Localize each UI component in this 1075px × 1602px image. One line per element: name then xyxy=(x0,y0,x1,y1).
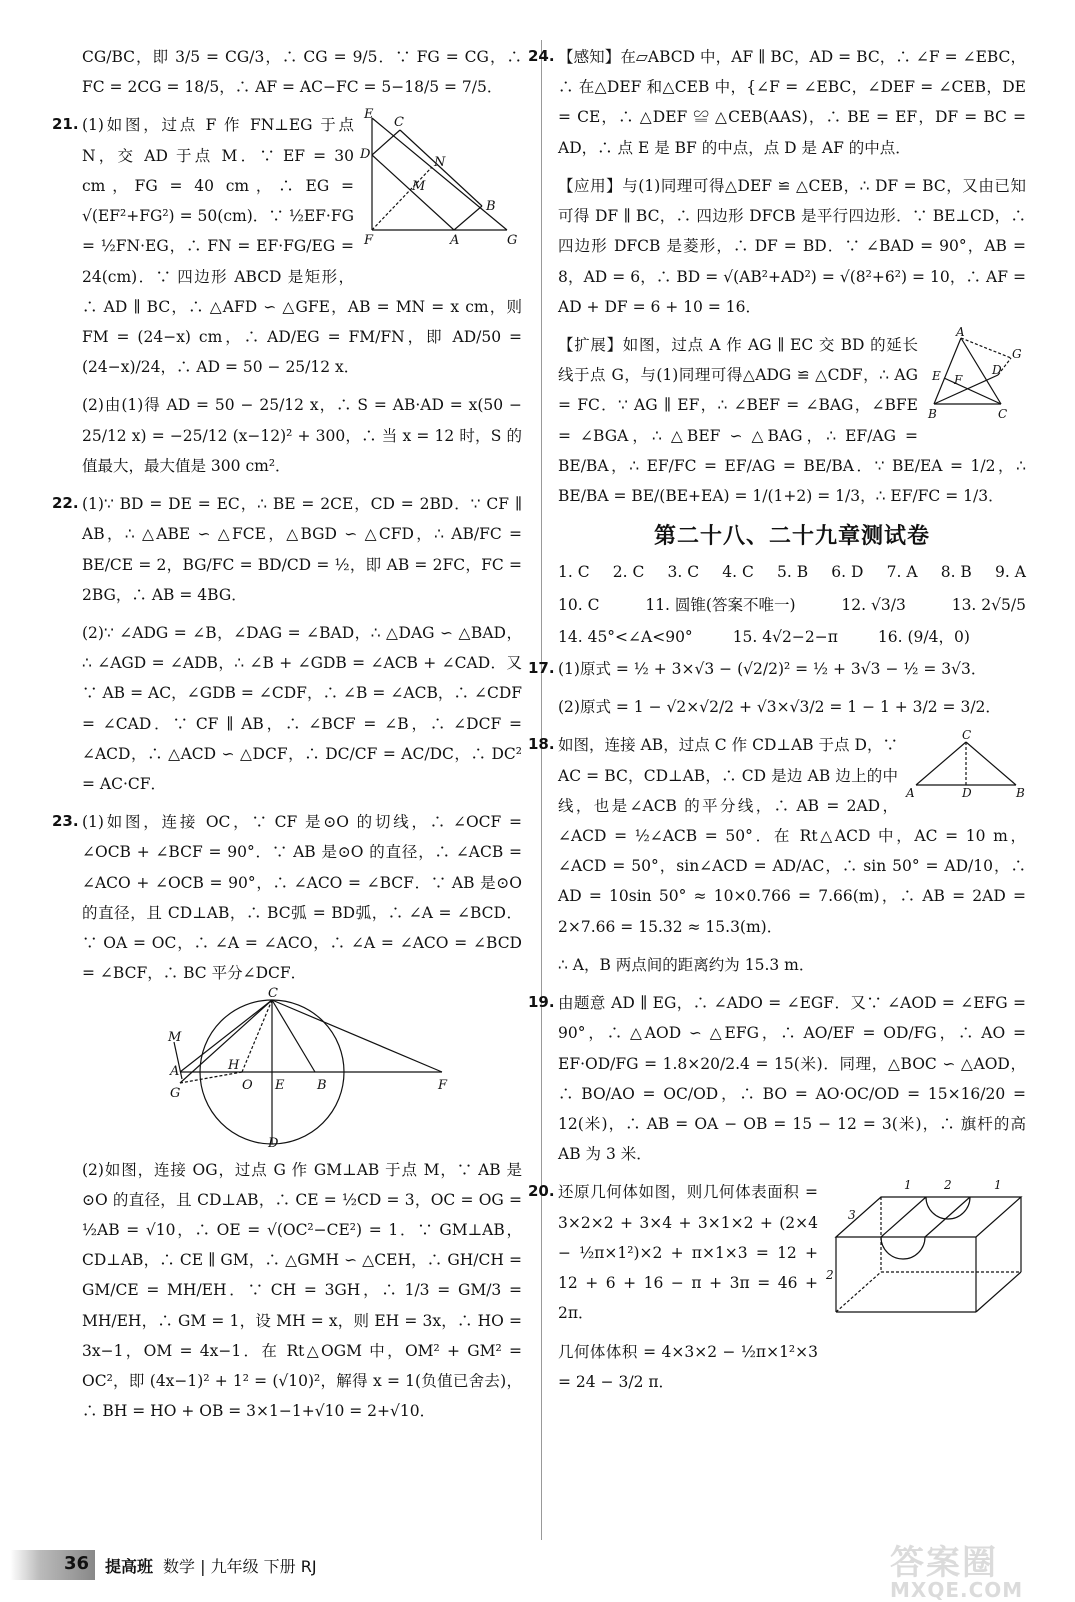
svg-text:B: B xyxy=(317,1077,327,1093)
q17-part2: (2)原式 = 1 − √2×√2/2 + √3×√3/2 = 1 − 1 + 3/2 = 3/2． xyxy=(558,698,1001,717)
q23-part1: (1)如图，连接 OC，∵ CF 是⊙O 的切线，∴ ∠OCF = ∠OCB + ∠BCF = 90°．∵ AB 是⊙O 的直径，∴ ∠ACB = ∠ACO + ∠OCB = 90°，∴ ∠ACO = ∠BCF．∵ AB 是⊙O 的直径，且 CD⊥AB，∴ BC弧 = BD弧，∴ ∠A = ∠BCD．∵ OA = OC，∴ ∠A = ∠ACO，∴ ∠A = ∠ACO = ∠BCD = ∠BCF，∴ BC 平分∠DCF． xyxy=(82,813,522,983)
figure-21 xyxy=(360,107,522,260)
figure-24-labels xyxy=(927,325,1022,421)
q20-continuation: CG/BC，即 3/5 = CG/3，∴ CG = 9/5．∵ FG = CG，∴ FC = 2CG = 18/5，∴ AF = AC−FC = 5−18/5 = 7/5． xyxy=(82,48,522,97)
section-title: 第二十八、二十九章测试卷 xyxy=(653,524,930,550)
question-number: 24. xyxy=(528,47,555,65)
svg-text:A: A xyxy=(450,233,460,249)
answer-7: 7. A xyxy=(886,563,918,582)
watermark xyxy=(890,1535,1060,1602)
question-23 xyxy=(52,807,522,988)
page-number-badge xyxy=(10,1550,95,1580)
fill-answers-1 xyxy=(558,589,1026,622)
question-18 xyxy=(528,728,1026,942)
svg-text:G: G xyxy=(170,1085,181,1101)
question-17 xyxy=(528,654,1026,684)
answer-6: 6. D xyxy=(831,563,864,582)
answer-12: 12. √3/3 xyxy=(841,595,906,614)
multiple-choice-answers xyxy=(558,556,1026,589)
svg-text:B: B xyxy=(1016,786,1025,801)
svg-text:M: M xyxy=(168,1029,182,1045)
q24-part2: 【应用】与(1)同理可得△DEF ≌ △CEB，∴ DF = BC，又由已知可得 DF ∥ BC，∴ 四边形 DFCB 是平行四边形．∵ BE⊥CD，∴ 四边形 DFCB 是菱形，∴ DF = BD．∵ ∠BAD = 90°，AB = 8，AD = 6，∴ BD = √(AB²+AD²) = √(8²+6²) = 10，∴ AF = AD + DF = 6 + 10 = 16． xyxy=(558,176,1026,316)
svg-text:2: 2 xyxy=(826,1268,834,1283)
right-column xyxy=(528,42,1026,1540)
q18-part1: 如图，连接 AB，过点 C 作 CD⊥AB 于点 D，∵ AC = BC，CD⊥AB，∴ CD 是边 AB 边上的中线，也是∠ACB 的平分线，∴ AB = 2AD，∠ACD = ½∠ACB = 50°．在 Rt△ACD 中，AC = 10 m，∠ACD = 50°，sin∠ACD = AD/AC，∴ sin 50° = AD/10，∴ AD = 10sin 50° ≈ 10×0.766 = 7.66(m)，∴ AB = 2AD = 2×7.66 = 15.32 ≈ 15.3(m)． xyxy=(558,736,1026,936)
figure-18 xyxy=(906,730,1026,810)
question-24 xyxy=(528,42,1026,163)
series-name: 提高班 xyxy=(105,1557,154,1576)
svg-text:F: F xyxy=(438,1077,448,1093)
q19-part1: 由题意 AD ∥ EG，∴ ∠ADO = ∠EGF．又∵ ∠AOD = ∠EFG = 90°，∴ △AOD ∽ △EFG，∴ AO/EF = OD/FG，∴ AO = EF·OD/FG = 1.8×20/2.4 = 15(米)．同理，△BOC ∽ △AOD，∴ BO/AO = OC/OD，∴ BO = AO·OC/OD = 15×16/20 = 12(米)，∴ AB = OA − OB = 15 − 12 = 3(米)，∴ 旗杆的高 AB 为 3 米． xyxy=(558,994,1026,1164)
svg-text:G: G xyxy=(1012,346,1022,361)
answer-11: 11. 圆锥(答案不唯一) xyxy=(645,595,796,614)
figure-18-labels xyxy=(905,728,1025,800)
svg-text:1: 1 xyxy=(904,1178,912,1193)
page-footer xyxy=(0,1550,500,1580)
answer-13: 13. 2√5/5 xyxy=(951,595,1026,614)
answer-10: 10. C xyxy=(558,595,600,614)
svg-text:N: N xyxy=(434,155,446,171)
question-number: 23. xyxy=(52,812,79,831)
svg-text:D: D xyxy=(962,786,972,801)
answer-3: 3. C xyxy=(667,563,700,582)
figure-20 xyxy=(826,1177,1026,1337)
question-number: 19. xyxy=(528,993,555,1012)
figure-23 xyxy=(82,985,522,1151)
svg-text:3: 3 xyxy=(848,1208,856,1223)
answer-15: 15. 4√2−2−π xyxy=(732,628,838,647)
svg-text:2: 2 xyxy=(944,1178,952,1193)
q20-part1: 还原几何体如图，则几何体表面积 = 3×2×2 + 3×4 + 3×1×2 + (2×4 − ½π×1²)×2 + π×1×3 = 12 + 12 + 6 + 16 − π + 3π = 46 + 2π． xyxy=(558,1183,818,1323)
svg-text:B: B xyxy=(928,406,937,421)
watermark-line2: MXQE.COM xyxy=(890,1578,1024,1602)
question-number: 21. xyxy=(52,115,79,134)
svg-text:C: C xyxy=(268,985,278,1001)
svg-text:G: G xyxy=(507,233,518,249)
svg-text:D: D xyxy=(992,362,1002,377)
svg-text:F: F xyxy=(954,372,963,387)
question-20 xyxy=(528,1177,1026,1328)
fill-answers-2 xyxy=(558,621,1026,654)
q24-part3-text: 【扩展】如图，过点 A 作 AG ∥ EC 交 BD 的延长线于点 G，与(1)同理可得△ADG ≌ △CDF，∴ AG = FC．∵ AG ∥ EF，∴ ∠BEF = ∠BAG，∠BFE = ∠BGA，∴ △BEF ∽ △BAG，∴ EF/AG = BE/BA，∴ EF/FC = EF/AG = BE/BA．∵ BE/EA = 1/2，∴ BE/BA = BE/(BE+EA) = 1/(1+2) = 1/3，∴ EF/FC = 1/3． xyxy=(558,335,1026,506)
question-number: 17. xyxy=(528,658,555,677)
answer-2: 2. C xyxy=(612,563,645,582)
q24-part1: 【感知】在▱ABCD 中，AF ∥ BC，AD = BC，∴ ∠F = ∠EBC，∴ 在△DEF 和△CEB 中，{∠F = ∠EBC，∠DEF = ∠CEB，DE = CE，∴ △DEF ≌ △CEB(AAS)，∴ BE = EF，DF = BC = AD，∴ 点 E 是 BF 的中点，点 D 是 AF 的中点． xyxy=(558,48,1026,157)
answer-4: 4. C xyxy=(722,563,754,582)
page-number: 36 xyxy=(63,1553,89,1574)
q24-part3 xyxy=(558,324,1026,511)
answer-1: 1. C xyxy=(558,563,590,582)
svg-text:O: O xyxy=(242,1077,253,1093)
question-number: 18. xyxy=(528,735,555,754)
svg-text:C: C xyxy=(394,115,404,131)
svg-text:A: A xyxy=(906,786,915,801)
figure-21-labels xyxy=(359,107,517,248)
book-info: 数学 | 九年级 下册 RJ xyxy=(163,1557,317,1576)
svg-text:C: C xyxy=(998,406,1008,421)
q21-part2: (2)由(1)得 AD = 50 − 25/12 x，∴ S = AB·AD = x(50 − 25/12 x) = −25/12 (x−12)² + 300，∴ 当 x = 12 时，S 的值最大，最大值是 300 cm²． xyxy=(82,396,522,475)
svg-text:E: E xyxy=(275,1077,285,1093)
answer-9: 9. A xyxy=(994,563,1026,582)
answer-5: 5. B xyxy=(777,563,809,582)
watermark-line1: 答案圈 xyxy=(890,1543,998,1583)
svg-text:E: E xyxy=(932,368,941,383)
answer-14: 14. 45°<∠A<90° xyxy=(558,628,693,647)
svg-text:F: F xyxy=(364,233,374,249)
svg-text:A: A xyxy=(956,324,965,339)
left-column xyxy=(52,42,522,1540)
question-21 xyxy=(52,107,522,382)
svg-text:H: H xyxy=(228,1057,240,1073)
q18-part2: ∴ A，B 两点间的距离约为 15.3 m． xyxy=(558,955,815,974)
answer-8: 8. B xyxy=(940,563,972,582)
question-number: 20. xyxy=(528,1182,555,1201)
answer-16: 16. (9/4，0) xyxy=(877,628,970,647)
q20-part2: 几何体体积 = 4×3×2 − ½π×1²×3 = 24 − 3/2 π． xyxy=(558,1342,818,1391)
svg-text:D: D xyxy=(360,147,371,163)
figure-20-labels xyxy=(825,1178,1002,1282)
q22-part1: (1)∵ BD = DE = EC，∴ BE = 2CE，CD = 2BD．∵ CF ∥ AB，∴ △ABE ∽ △FCE，△BGD ∽ △CFD，∴ AB/FC = BE/CE = 2，BG/FC = BD/CD = ½，即 AB = 2FC，FC = 2BG，∴ AB = 4BG． xyxy=(82,495,522,604)
svg-text:C: C xyxy=(962,728,972,743)
svg-text:M: M xyxy=(412,179,426,195)
svg-text:A: A xyxy=(170,1063,180,1079)
question-22 xyxy=(52,489,522,610)
figure-24 xyxy=(926,324,1026,430)
svg-text:1: 1 xyxy=(994,1178,1002,1193)
column-divider xyxy=(541,40,542,1540)
svg-text:B: B xyxy=(486,199,496,215)
footer-text xyxy=(105,1554,317,1577)
q22-part2: (2)∵ ∠ADG = ∠B，∠DAG = ∠BAD，∴ △DAG ∽ △BAD，∴ ∠AGD = ∠ADB，∴ ∠B + ∠GDB = ∠ACB + ∠CAD．又∵ AB = AC，∠GDB = ∠CDF，∴ ∠B = ∠ACB，∴ ∠CDF = ∠CAD．∵ CF ∥ AB，∴ ∠BCF = ∠B，∴ ∠DCF = ∠ACD，∴ △ACD ∽ △DCF，∴ DC/CF = AC/DC，∴ DC² = AC·CF． xyxy=(82,623,522,794)
q17-part1: (1)原式 = ½ + 3×√3 − (√2/2)² = ½ + 3√3 − ½ = 3√3． xyxy=(558,659,987,678)
svg-text:E: E xyxy=(364,107,374,123)
q23-part2: (2)如图，连接 OG，过点 G 作 GM⊥AB 于点 M，∵ AB 是⊙O 的直径，且 CD⊥AB，∴ CE = ½CD = 3，OC = OG = ½AB = √10，∴ OE = √(OC²−CE²) = 1．∵ GM⊥AB，CD⊥AB，∴ CE ∥ GM，∴ △GMH ∽ △CEH，∴ GH/CH = GM/CE = MH/EH．∵ CH = 3GH，∴ 1/3 = GM/3 = MH/EH，∴ GM = 1，设 MH = x，则 EH = 3x，∴ HO = 3x−1，OM = 4x−1．在 Rt△OGM 中，OM² + GM² = OC²，即 (4x−1)² + 1² = (√10)²，解得 x = 1(负值已舍去)，∴ BH = HO + OB = 3×1−1+√10 = 2+√10． xyxy=(82,1160,522,1421)
question-number: 22. xyxy=(52,494,79,513)
q21-part1: (1)如图，过点 F 作 FN⊥EG 于点 N，交 AD 于点 M．∵ EF = 30 cm，FG = 40 cm，∴ EG = √(EF²+FG²) = 50(cm)．∵ ½EF·FG = ½FN·EG，∴ FN = EF·FG/EG = 24(cm)．∵ 四边形 ABCD 是矩形，∴ AD ∥ BC，∴ △AFD ∽ △GFE，AB = MN = x cm，则 FM = (24−x) cm，∴ AD/EG = FM/FN，即 AD/50 = (24−x)/24，∴ AD = 50 − 25/12 x． xyxy=(82,116,522,377)
question-19 xyxy=(528,988,1026,1169)
figure-23-labels xyxy=(167,986,448,1151)
svg-text:D: D xyxy=(268,1135,279,1151)
